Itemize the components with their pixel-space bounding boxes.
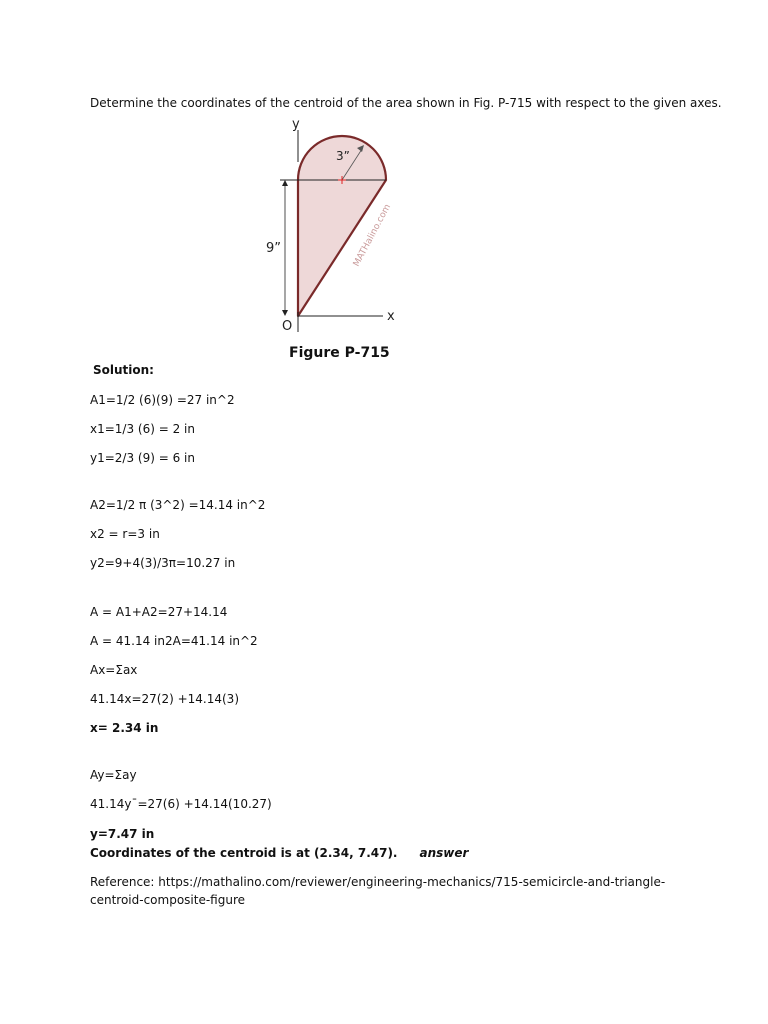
x-result: x= 2.34 in bbox=[90, 721, 159, 735]
eq-ax: Ax=Σax bbox=[90, 663, 138, 677]
eq-x2: x2 = r=3 in bbox=[90, 527, 160, 541]
y-axis-label: y bbox=[292, 117, 300, 132]
conclusion-line bbox=[90, 845, 468, 861]
height-label: 9” bbox=[266, 241, 282, 256]
x-axis-label: x bbox=[387, 309, 395, 324]
eq-a1: A1=1/2 (6)(9) =27 in^2 bbox=[90, 393, 235, 407]
y-result: y=7.47 in bbox=[90, 827, 155, 841]
eq-ax-sub: 41.14x=27(2) +14.14(3) bbox=[90, 692, 239, 706]
reference-line-2: centroid-composite-figure bbox=[90, 893, 246, 907]
eq-y2: y2=9+4(3)/3π=10.27 in bbox=[90, 556, 236, 570]
conclusion: Coordinates of the centroid is at (2.34, 7.47). bbox=[90, 846, 398, 860]
eq-y1: y1=2/3 (9) = 6 in bbox=[90, 451, 195, 465]
reference-line-1: Reference: https://mathalino.com/reviewer/engineering-mechanics/715-semicircle-and-triangle- bbox=[90, 875, 666, 889]
watermark: MATHalino.com bbox=[351, 202, 394, 269]
answer-label: answer bbox=[419, 846, 469, 860]
problem-statement: Determine the coordinates of the centroid of the area shown in Fig. P-715 with respect to the given axes. bbox=[90, 96, 722, 110]
eq-ay-sub: 41.14y¯=27(6) +14.14(10.27) bbox=[90, 797, 272, 811]
solution-heading: Solution: bbox=[93, 363, 154, 377]
eq-ay: Ay=Σay bbox=[90, 768, 137, 782]
figure-caption: Figure P-715 bbox=[289, 345, 390, 361]
eq-a-total: A = 41.14 in2A=41.14 in^2 bbox=[90, 634, 258, 648]
eq-x1: x1=1/3 (6) = 2 in bbox=[90, 422, 195, 436]
origin-label: O bbox=[282, 319, 293, 334]
figure-p715 bbox=[258, 112, 408, 342]
eq-a2: A2=1/2 π (3^2) =14.14 in^2 bbox=[90, 498, 266, 512]
radius-label: 3” bbox=[336, 149, 350, 163]
eq-a-sum: A = A1+A2=27+14.14 bbox=[90, 605, 228, 619]
